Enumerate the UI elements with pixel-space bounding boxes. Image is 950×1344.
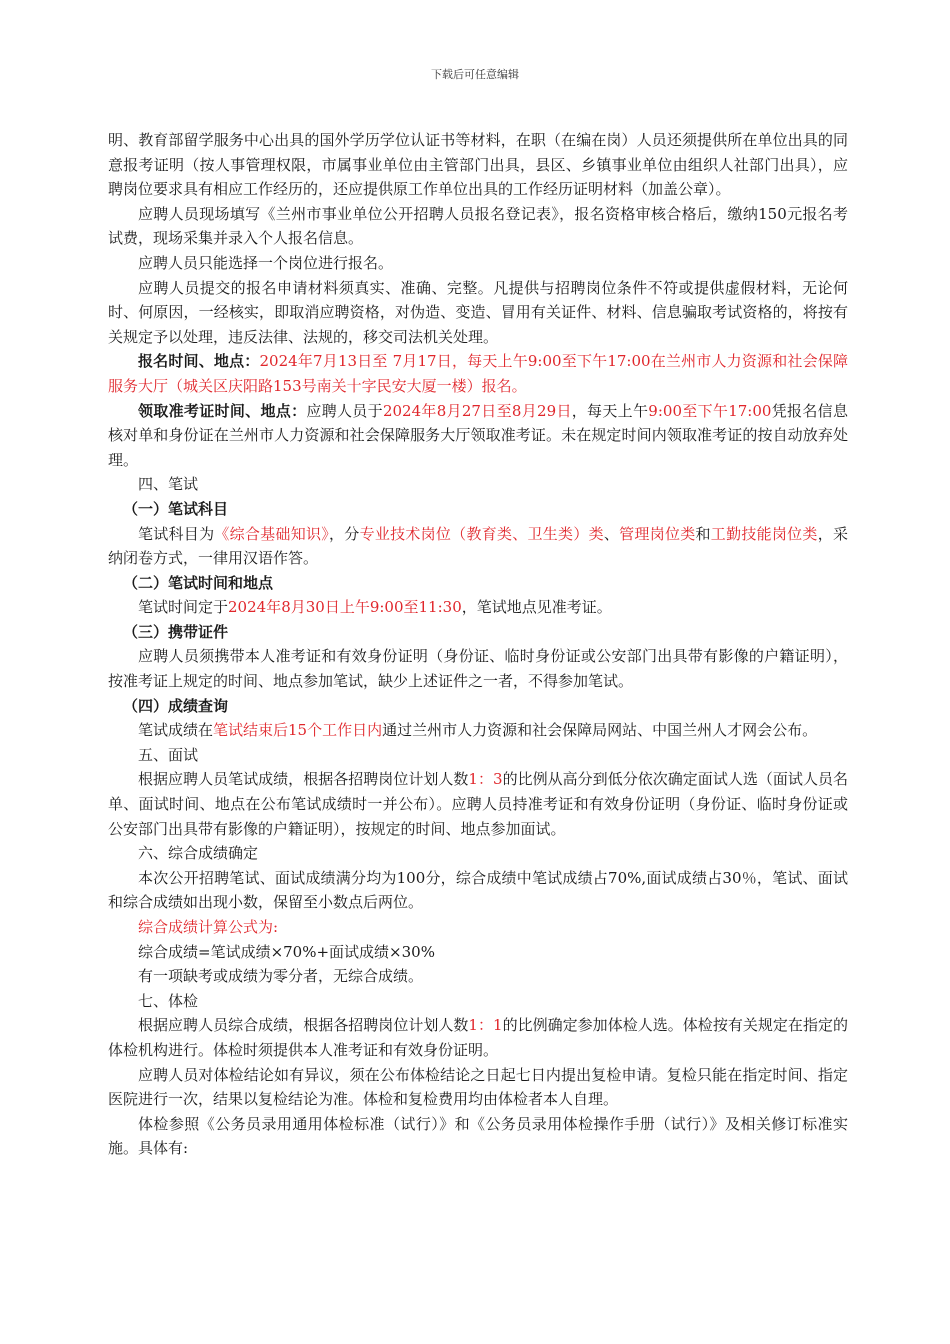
page-header: 下载后可任意编辑 <box>431 68 519 81</box>
exam-time-paragraph <box>108 595 848 620</box>
paragraph: 本次公开招聘笔试、面试成绩满分均为100分，综合成绩中笔试成绩占70%,面试成绩占30％，笔试、面试和综合成绩如出现小数，保留至小数点后两位。 <box>108 868 848 912</box>
medical-exam-paragraph <box>108 1013 848 1062</box>
document-body <box>108 128 848 1161</box>
paragraph: 体检参照《公务员录用通用体检标准（试行）》和《公务员录用体检操作手册（试行）》及相关修订标准实施。具体有: <box>108 1114 848 1158</box>
highlight: 2024年7月13日至 7月17日，每天上午9:00至下午17:00在兰州市人力资源和社会保障服务大厅（城关区庆阳路153号南关十字民安大厦一楼）报名。 <box>108 352 848 395</box>
text: ，每天上午 <box>571 401 649 420</box>
text: 的比例从高分到低分依次确定面试人选（面试人员名单、面试时间、地点在公布笔试成绩时一并公布）。应聘人员持准考证和有效身份证明（身份证、临时身份证或公安部门出具带有影像的户籍证明），按规定的时间、地点参加面试。 <box>108 770 848 838</box>
section-heading: 六、综合成绩确定 <box>138 844 259 863</box>
subsection-heading: （四）成绩查询 <box>123 696 229 715</box>
highlight: 2024年8月27日至8月29日 <box>382 401 572 420</box>
paragraph: 应聘人员须携带本人准考证和有效身份证明（身份证、临时身份证或公安部门出具带有影像的户籍证明），按准考证上规定的时间、地点参加笔试，缺少上述证件之一者，不得参加笔试。 <box>108 647 848 691</box>
text: 笔试时间定于 <box>138 598 229 617</box>
label: 报名时间、地点： <box>138 352 260 371</box>
paragraph: 应聘人员只能选择一个岗位进行报名。 <box>138 253 394 272</box>
subsection-heading: （二）笔试时间和地点 <box>123 573 274 592</box>
paragraph: 应聘人员对体检结论如有异议，须在公布体检结论之日起七日内提出复检申请。复检只能在指定时间、指定医院进行一次，结果以复检结论为准。体检和复检费用均由体检者本人自理。 <box>108 1065 848 1109</box>
highlight: 9:00至下午17:00 <box>648 401 772 420</box>
score-query-paragraph <box>108 718 848 743</box>
paragraph: 应聘人员现场填写《兰州市事业单位公开招聘人员报名登记表》，报名资格审核合格后，缴纳150元报名考试费，现场采集并录入个人报名信息。 <box>108 204 848 248</box>
registration-time-paragraph <box>108 349 848 398</box>
text: 通过兰州市人力资源和社会保障局网站、中国兰州人才网会公布。 <box>382 721 818 740</box>
interview-paragraph <box>108 767 848 841</box>
section-heading: 四、笔试 <box>138 475 199 494</box>
highlight: 《综合基础知识》 <box>214 524 330 543</box>
highlight: 2024年8月30日上午9:00至11:30 <box>228 598 462 617</box>
highlight: 1：1 <box>468 1016 503 1035</box>
formula: 综合成绩=笔试成绩×70%+面试成绩×30% <box>138 942 435 961</box>
subsection-heading: （一）笔试科目 <box>123 499 229 518</box>
exam-subject-paragraph <box>108 522 848 571</box>
text: 笔试成绩在 <box>138 721 214 740</box>
section-heading: 五、面试 <box>138 745 199 764</box>
highlight: 专业技术岗位（教育类、卫生类）类 <box>359 524 604 543</box>
text: ，采纳闭卷方式，一律用汉语作答。 <box>108 524 848 568</box>
text: 和 <box>695 524 711 543</box>
formula-heading: 综合成绩计算公式为: <box>138 918 279 936</box>
text: 的比例确定参加体检人选。体检按有关规定在指定的体检机构进行。体检时须提供本人准考证和有效身份证明。 <box>108 1016 848 1059</box>
highlight: 笔试结束后15个工作日内 <box>213 721 383 740</box>
text: 根据应聘人员笔试成绩，根据各招聘岗位计划人数 <box>138 770 469 789</box>
admission-ticket-paragraph <box>108 399 848 473</box>
paragraph: 应聘人员提交的报名申请材料须真实、准确、完整。凡提供与招聘岗位条件不符或提供虚假材料，无论何时、何原因，一经核实，即取消应聘资格，对伪造、变造、冒用有关证件、材料、信息骗取考试资格的，将按有关规定予以处理，违反法律、法规的，移交司法机关处理。 <box>108 278 848 346</box>
subsection-heading: （三）携带证件 <box>123 622 229 641</box>
section-heading: 七、体检 <box>138 991 199 1010</box>
label: 领取准考证时间、地点： <box>138 401 307 420</box>
highlight: 管理岗位类 <box>619 524 696 543</box>
text: 凭报名信息核对单和身份证在兰州市人力资源和社会保障服务大厅领取准考证。未在规定时间内领取准考证的按自动放弃处理。 <box>108 401 848 469</box>
text: 笔试科目为 <box>138 524 215 543</box>
highlight: 1：3 <box>468 770 503 789</box>
text: ，分 <box>329 524 360 543</box>
text: 、 <box>603 524 620 543</box>
text: 根据应聘人员综合成绩，根据各招聘岗位计划人数 <box>138 1016 469 1035</box>
paragraph: 有一项缺考或成绩为零分者，无综合成绩。 <box>138 967 424 986</box>
text: ，笔试地点见准考证。 <box>461 598 612 617</box>
text: 应聘人员于 <box>306 401 383 420</box>
highlight: 工勤技能岗位类 <box>710 524 818 543</box>
paragraph: 明、教育部留学服务中心出具的国外学历学位认证书等材料，在职（在编在岗）人员还须提供所在单位出具的同意报考证明（按人事管理权限，市属事业单位由主管部门出具，县区、乡镇事业单位由组织人社部门出具），应聘岗位要求具有相应工作经历的，还应提供原工作单位出具的工作经历证明材料（加盖公章）。 <box>108 131 848 199</box>
